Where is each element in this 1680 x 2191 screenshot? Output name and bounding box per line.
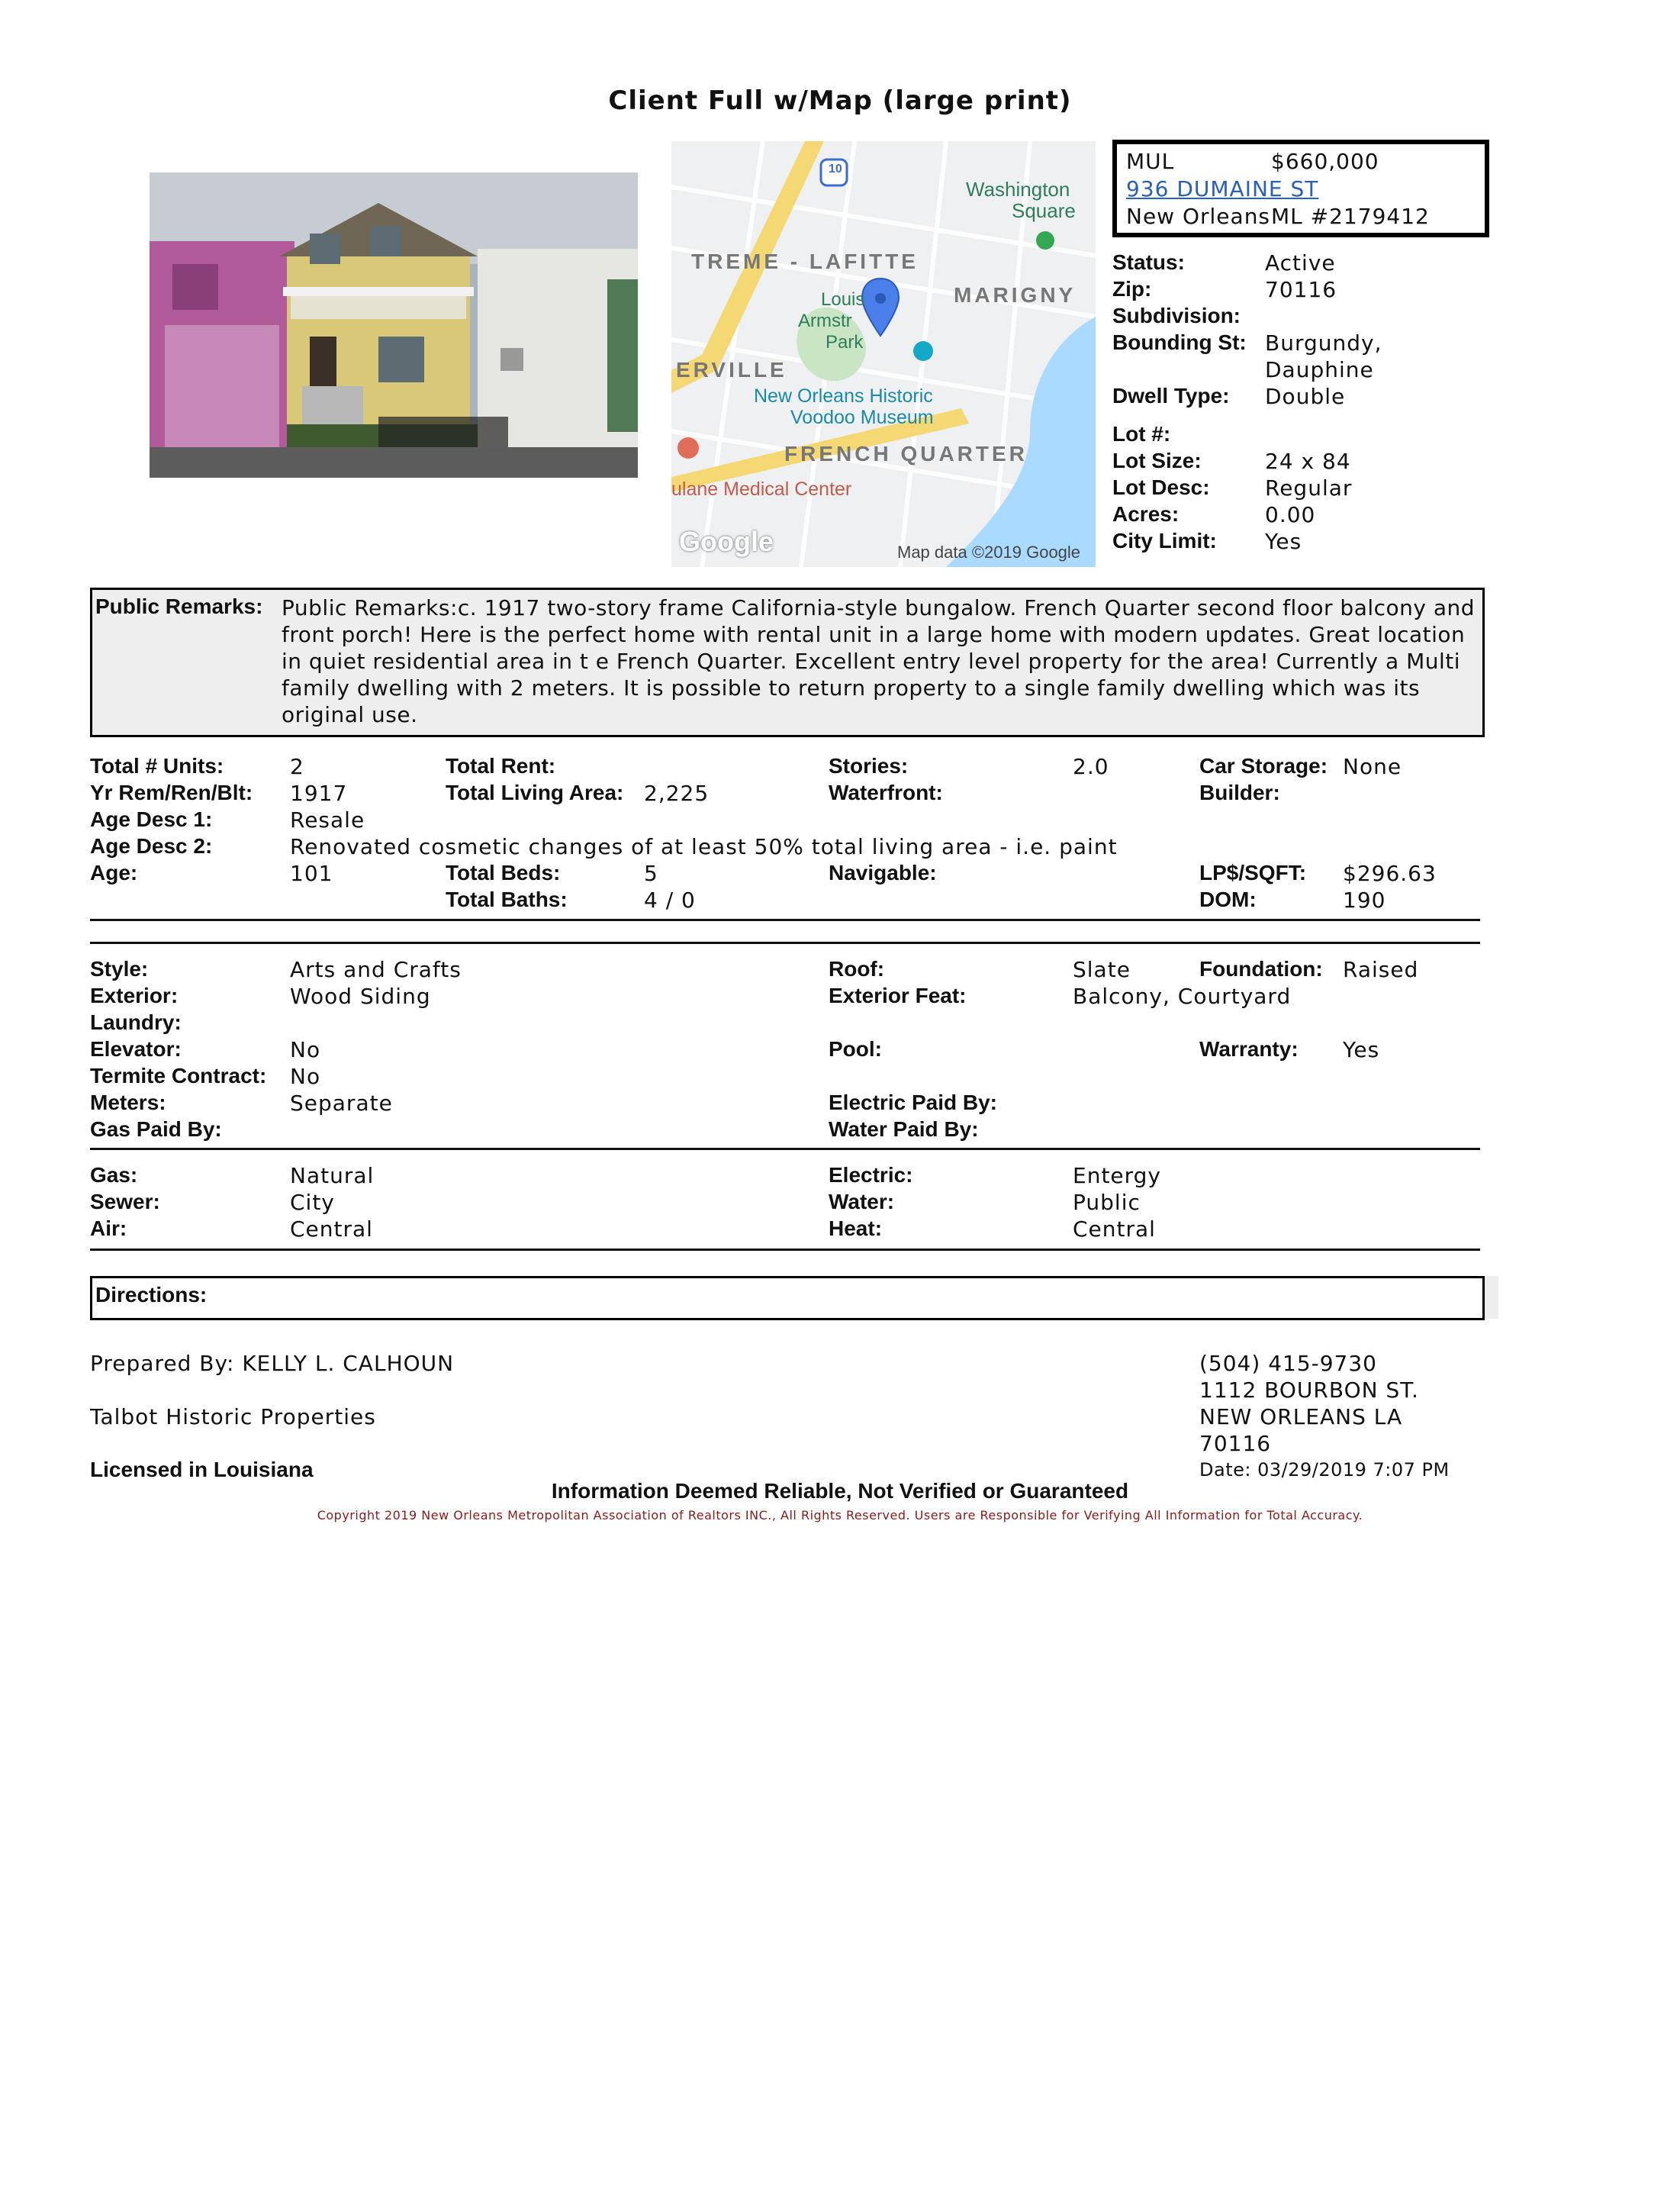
- public-remarks-box: [90, 588, 1485, 737]
- directions-label: Directions:: [95, 1283, 208, 1307]
- age-label: Age:: [90, 861, 138, 884]
- age-desc-2-value: Renovated cosmetic changes of at least 50% total living area - i.e. paint: [290, 834, 1118, 859]
- roof-label: Roof:: [829, 957, 885, 981]
- stories-label: Stories:: [829, 754, 909, 778]
- listing-type: MUL: [1126, 149, 1175, 174]
- sewer-label: Sewer:: [90, 1190, 160, 1213]
- units-label: Total # Units:: [90, 754, 224, 778]
- gas-label: Gas:: [90, 1163, 138, 1187]
- termite-value: No: [290, 1064, 321, 1089]
- map-label-french-quarter: FRENCH QUARTER: [784, 442, 1028, 466]
- bounding-st-value-2: Dauphine: [1265, 357, 1374, 382]
- acres-label: Acres:: [1112, 502, 1180, 526]
- air-value: Central: [290, 1216, 373, 1242]
- zip-label: Zip:: [1112, 277, 1152, 301]
- yr-built-label: Yr Rem/Ren/Blt:: [90, 781, 253, 804]
- listing-ml-number: ML #2179412: [1271, 204, 1430, 229]
- directions-box: [90, 1276, 1485, 1320]
- car-storage-value: None: [1343, 754, 1402, 779]
- baths-label: Total Baths:: [446, 888, 568, 911]
- units-value: 2: [290, 754, 304, 779]
- exterior-feat-label: Exterior Feat:: [829, 984, 967, 1007]
- public-remarks-label: Public Remarks:: [95, 594, 263, 618]
- navigable-label: Navigable:: [829, 861, 937, 884]
- water-paid-label: Water Paid By:: [829, 1117, 979, 1141]
- dom-value: 190: [1343, 888, 1386, 913]
- map-label-square: Square: [1012, 199, 1076, 222]
- yr-built-value: 1917: [290, 781, 348, 806]
- listing-address-link[interactable]: 936 DUMAINE ST: [1126, 176, 1319, 201]
- agent-phone: (504) 415-9730: [1199, 1351, 1377, 1376]
- roof-value: Slate: [1073, 957, 1131, 982]
- listing-price: $660,000: [1271, 149, 1379, 174]
- map-label-tulane: ulane Medical Center: [671, 478, 852, 500]
- sewer-value: City: [290, 1190, 335, 1215]
- map-label-louis: Louis: [821, 289, 865, 310]
- divider: [90, 942, 1480, 944]
- air-label: Air:: [90, 1216, 127, 1240]
- divider: [90, 1249, 1480, 1251]
- report-title: Client Full w/Map (large print): [608, 85, 1072, 116]
- age-value: 101: [290, 861, 333, 886]
- map-label-park: Park: [826, 332, 864, 353]
- location-map[interactable]: [671, 141, 1096, 567]
- lot-size-label: Lot Size:: [1112, 449, 1202, 472]
- elevator-label: Elevator:: [90, 1037, 182, 1061]
- stories-value: 2.0: [1073, 754, 1109, 779]
- dwell-type-label: Dwell Type:: [1112, 384, 1230, 408]
- age-desc-1-label: Age Desc 1:: [90, 807, 213, 831]
- foundation-label: Foundation:: [1199, 957, 1323, 981]
- office-street: 1112 BOURBON ST.: [1199, 1377, 1419, 1403]
- lot-size-value: 24 x 84: [1265, 449, 1351, 474]
- map-label-voodoo-2: Voodoo Museum: [790, 407, 934, 428]
- acres-value: 0.00: [1265, 502, 1316, 527]
- builder-label: Builder:: [1199, 781, 1280, 804]
- gas-value: Natural: [290, 1163, 375, 1188]
- office-city-state: NEW ORLEANS LA: [1199, 1404, 1403, 1429]
- google-logo: Google: [679, 526, 774, 557]
- lot-number-label: Lot #:: [1112, 422, 1171, 446]
- electric-value: Entergy: [1073, 1163, 1162, 1188]
- directions-shadow: [1483, 1276, 1498, 1319]
- report-date: Date: 03/29/2019 7:07 PM: [1199, 1459, 1450, 1481]
- map-label-marigny: MARIGNY: [954, 283, 1077, 307]
- zip-value: 70116: [1265, 277, 1337, 302]
- water-value: Public: [1073, 1190, 1141, 1215]
- elevator-value: No: [290, 1037, 321, 1062]
- public-remarks-text: Public Remarks:c. 1917 two-story frame California-style bungalow. French Quarter second floor balcony and front porch! Here is the perfect home with rental unit in a large home with modern updates. Great location in quiet residential area in t e French Quarter. Excellent entry level property for the area! Currently a Multi family dwelling with 2 meters. It is possible to return property to a single family dwelling which was its original use.: [282, 595, 1476, 727]
- status-value: Active: [1265, 250, 1336, 275]
- baths-value: 4 / 0: [644, 888, 696, 913]
- gas-paid-label: Gas Paid By:: [90, 1117, 222, 1141]
- beds-label: Total Beds:: [446, 861, 561, 884]
- pool-label: Pool:: [829, 1037, 882, 1061]
- style-label: Style:: [90, 957, 149, 981]
- map-label-treme: TREME - LAFITTE: [691, 250, 919, 273]
- living-area-value: 2,225: [644, 781, 710, 806]
- copyright-notice: Copyright 2019 New Orleans Metropolitan Association of Realtors INC., All Rights Reserved. Users are Responsible for Verifying All Information for Total Accuracy.: [317, 1508, 1363, 1522]
- foundation-value: Raised: [1343, 957, 1419, 982]
- office-name: Talbot Historic Properties: [90, 1404, 376, 1429]
- age-desc-1-value: Resale: [290, 807, 365, 833]
- office-zip: 70116: [1199, 1431, 1272, 1456]
- dom-label: DOM:: [1199, 888, 1257, 911]
- age-desc-2-label: Age Desc 2:: [90, 834, 213, 858]
- laundry-label: Laundry:: [90, 1010, 182, 1034]
- map-label-erville: ERVILLE: [676, 358, 787, 382]
- rent-label: Total Rent:: [446, 754, 556, 778]
- termite-label: Termite Contract:: [90, 1064, 267, 1087]
- prepared-by: Prepared By: KELLY L. CALHOUN: [90, 1351, 455, 1376]
- lot-desc-value: Regular: [1265, 475, 1353, 501]
- map-label-armstrong: Armstr: [798, 311, 852, 331]
- heat-label: Heat:: [829, 1216, 883, 1240]
- electric-paid-label: Electric Paid By:: [829, 1091, 997, 1114]
- lp-sqft-value: $296.63: [1343, 861, 1437, 886]
- exterior-value: Wood Siding: [290, 984, 431, 1009]
- price-box: [1112, 140, 1489, 237]
- divider: [90, 919, 1480, 921]
- licensed-state: Licensed in Louisiana: [90, 1458, 314, 1481]
- warranty-value: Yes: [1343, 1037, 1380, 1062]
- meters-label: Meters:: [90, 1091, 166, 1114]
- dwell-type-value: Double: [1265, 384, 1346, 409]
- lp-sqft-label: LP$/SQFT:: [1199, 861, 1307, 884]
- beds-value: 5: [644, 861, 658, 886]
- map-attribution: Map data ©2019 Google: [897, 543, 1081, 562]
- map-label-washington: Washington: [966, 178, 1070, 201]
- heat-value: Central: [1073, 1216, 1156, 1242]
- warranty-label: Warranty:: [1199, 1037, 1299, 1061]
- waterfront-label: Waterfront:: [829, 781, 943, 804]
- subdivision-label: Subdivision:: [1112, 304, 1241, 327]
- status-label: Status:: [1112, 250, 1185, 274]
- divider: [90, 1148, 1480, 1150]
- property-photo: [150, 172, 638, 478]
- electric-label: Electric:: [829, 1163, 913, 1187]
- living-area-label: Total Living Area:: [446, 781, 624, 804]
- exterior-label: Exterior:: [90, 984, 179, 1007]
- city-limit-label: City Limit:: [1112, 529, 1217, 553]
- interstate-shield: 10: [829, 163, 842, 176]
- bounding-st-value: Burgundy,: [1265, 330, 1382, 356]
- car-storage-label: Car Storage:: [1199, 754, 1328, 778]
- lot-desc-label: Lot Desc:: [1112, 475, 1210, 499]
- meters-value: Separate: [290, 1091, 393, 1116]
- map-label-voodoo-1: New Orleans Historic: [754, 385, 933, 407]
- style-value: Arts and Crafts: [290, 957, 462, 982]
- listing-city: New Orleans: [1126, 204, 1271, 229]
- bounding-st-label: Bounding St:: [1112, 330, 1247, 354]
- exterior-feat-value: Balcony, Courtyard: [1073, 984, 1292, 1009]
- disclaimer: Information Deemed Reliable, Not Verified or Guaranteed: [551, 1479, 1129, 1503]
- water-label: Water:: [829, 1190, 895, 1213]
- city-limit-value: Yes: [1265, 529, 1302, 554]
